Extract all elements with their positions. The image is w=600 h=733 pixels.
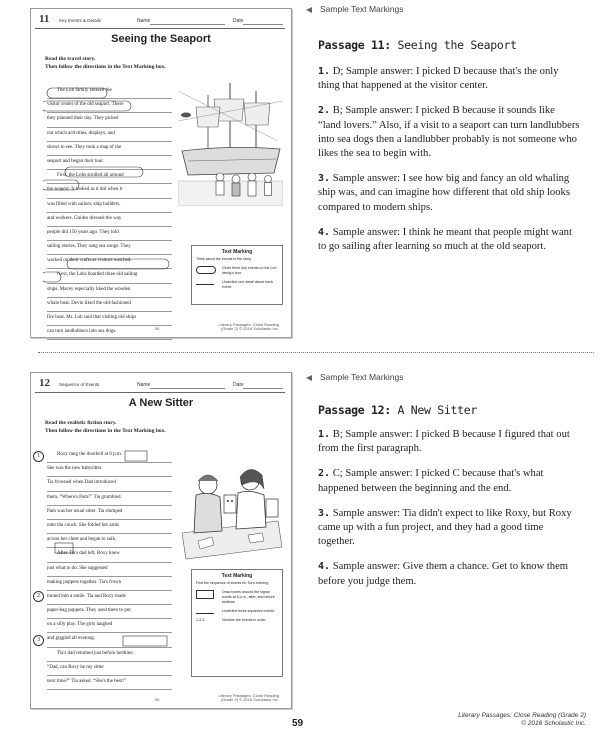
- underline-symbol-icon: [196, 613, 214, 614]
- story-line: can turn landlubbers into sea dogs.: [47, 326, 172, 340]
- puppet-making-illustration: [178, 455, 283, 565]
- story-line: ships. Macey especially liked the wooden: [47, 284, 172, 298]
- event-number-1: 1: [33, 451, 44, 462]
- answer-list: [318, 428, 580, 600]
- date-label: Date: [233, 18, 244, 24]
- answer-item: 2. C; Sample answer: I picked C because that's what happened between the beginning and the end.: [318, 468, 544, 494]
- story-line: fire boat. Mr. Loh said that visiting old ships: [47, 312, 172, 326]
- seaport-ship-illustration: [178, 81, 283, 206]
- event-number-3: 3: [33, 635, 44, 646]
- text-marking-item: 1-2-3 Number the events in order.: [196, 618, 267, 622]
- story-line: they planned their day. They picked: [47, 113, 172, 127]
- worksheet-header: [35, 13, 285, 31]
- worksheet-skill: Key Events & Details: [59, 18, 102, 23]
- text-marking-annotations: [43, 449, 178, 679]
- story-line: Roxy rang the doorbell at 6 p.m.: [47, 449, 172, 463]
- circle-symbol-icon: [196, 266, 216, 274]
- answer-item: 3. Sample answer: Tia didn't expect to like Roxy, but Roxy came up with a fun project, and they had a good time together.: [318, 507, 572, 548]
- story-line: and workers. Guides dressed the way: [47, 213, 172, 227]
- worksheet-title: Seeing the Seaport: [111, 33, 211, 45]
- worksheet-number: 11: [39, 13, 50, 25]
- text-marking-item: Underline three important events.: [192, 607, 282, 616]
- story-line: sailing stories. They sang sea songs. They: [47, 241, 172, 255]
- text-marking-intro: Find the sequence of events for Tia's evening.: [196, 581, 270, 585]
- story-line: them. “Where's Pam?” Tia grumbled.: [47, 492, 172, 506]
- worksheet-title: A New Sitter: [128, 397, 194, 409]
- worksheet-instructions: Read the realistic fiction story. Then follow the directions in the Text Marking box.: [45, 420, 166, 434]
- worksheet-instructions: Read the travel story. Then follow the directions in the Text Marking box.: [45, 56, 166, 70]
- answer-item: 1. D; Sample answer: I picked D because that's the only thing that happened at the visitor center.: [318, 66, 559, 92]
- sample-text-markings-tab: Sample Text Markings: [306, 372, 403, 382]
- answer-item: 4. Sample answer: I think he meant that people might want to go sailing after learning so much at the old seaport.: [318, 226, 572, 253]
- story-line: making puppets together. Tia's frown: [47, 577, 172, 591]
- worksheet-thumbnail-passage-12: [30, 372, 292, 709]
- sample-text-markings-tab: Sample Text Markings: [306, 4, 403, 14]
- story-line: Pam was her usual sitter. Tia slumped: [47, 506, 172, 520]
- answer-item: 3. Sample answer: I see how big and fancy an old whaling ship was, and can imagine how different that old ship looks compared to modern ships.: [318, 173, 570, 213]
- story-line: onto the couch. She folded her arms: [47, 520, 172, 534]
- story-line: Next, the Lohs boarded three old sailing: [47, 269, 172, 283]
- date-label: Date: [233, 382, 244, 388]
- story-line: After Tia's dad left, Roxy knew: [47, 548, 172, 562]
- story-line: out which activities, displays, and: [47, 128, 172, 142]
- passage-title: Passage 12: A New Sitter: [318, 403, 477, 417]
- text-marking-heading: Text Marking: [221, 573, 253, 579]
- story-line: and giggled all evening.: [47, 633, 172, 647]
- story-line: people did 150 years ago. They told: [47, 227, 172, 241]
- worksheet-copyright: Literary Passages: Close Reading (Grade 2) © 2016 Scholastic Inc.: [218, 693, 279, 702]
- underline-symbol-icon: [196, 284, 214, 285]
- story-line: shows to see. They took a map of the: [47, 142, 172, 156]
- story-line: paper-bag puppets. They used them to put: [47, 605, 172, 619]
- answer-item: 2. B; Sample answer: I picked B because it sounds like “land lovers.” Also, if a visit to a seaport can turn landlubbers into sea dogs then a landlubber probably is not someone who likes the sea to begin with.: [318, 105, 580, 160]
- story-line: next time?” Tia asked. “She's the best!”: [47, 676, 172, 690]
- text-marking-item: Circle three key events on the Loh family's tour.: [192, 264, 282, 278]
- worksheet-number: 12: [39, 377, 50, 389]
- text-marking-annotations: [43, 85, 178, 325]
- story-line: First, the Lohs strolled all around: [47, 170, 172, 184]
- name-label: Name: [137, 382, 151, 388]
- story-line: Tia's dad returned just before bedtime.: [47, 648, 172, 662]
- event-number-2: 2: [33, 591, 44, 602]
- text-marking-intro: Think about the events in the story.: [196, 257, 252, 261]
- story-line: on a silly play. The girls laughed: [47, 619, 172, 633]
- left-arrow-icon: [306, 375, 312, 381]
- text-marking-box: [191, 245, 283, 305]
- story-line: seaport and began their tour.: [47, 156, 172, 170]
- story-line: turned into a smile. Tia and Roxy made: [47, 591, 172, 605]
- worksheet-page: 56: [155, 697, 160, 702]
- story-line: whale boat. Devin liked the old-fashioned: [47, 298, 172, 312]
- text-marking-box: [191, 569, 283, 677]
- answer-item: 4. Sample answer: Give them a chance. Get to know them before you judge them.: [318, 561, 569, 587]
- section-divider: [38, 352, 594, 353]
- passage-title: Passage 11: Seeing the Seaport: [318, 38, 517, 52]
- text-marking-item: Draw boxes around the signal words at 6 p.m., after, and before bedtime.: [192, 588, 282, 607]
- worksheet-thumbnail-passage-11: [30, 8, 292, 338]
- story-line: worked on their crafts as visitors watched.: [47, 255, 172, 269]
- name-label: Name: [137, 18, 151, 24]
- story-line: visitor center of the old seaport. There: [47, 99, 172, 113]
- worksheet-page: 56: [155, 326, 160, 331]
- text-marking-item: Underline one detail about each event.: [192, 278, 282, 292]
- story-line: She was the new babysitter.: [47, 463, 172, 477]
- page-number: 59: [292, 718, 304, 729]
- story-line: the seaport. It looked as it did when it: [47, 184, 172, 198]
- story-line: was filled with sailors, ship builders,: [47, 199, 172, 213]
- answer-list: [318, 65, 580, 265]
- text-marking-heading: Text Marking: [221, 249, 253, 255]
- story-line: across her chest and began to sulk.: [47, 534, 172, 548]
- worksheet-skill: Sequence of Events: [59, 382, 100, 387]
- box-symbol-icon: [196, 590, 214, 599]
- numbering-marker: 1-2-3: [196, 618, 205, 622]
- book-credit: Literary Passages: Close Reading (Grade 2) © 2016 Scholastic Inc.: [458, 712, 586, 727]
- left-arrow-icon: [306, 7, 312, 13]
- story-line: “Dad, can Roxy be my sitter: [47, 662, 172, 676]
- story-line: just what to do. She suggested: [47, 563, 172, 577]
- answer-item: 1. B; Sample answer: I picked B because I figured that out from the first paragraph.: [318, 429, 570, 455]
- worksheet-header: [35, 377, 285, 395]
- worksheet-copyright: Literary Passages: Close Reading (Grade 2) © 2016 Scholastic Inc.: [218, 322, 279, 331]
- story-line: Tia frowned when Dad introduced: [47, 477, 172, 491]
- story-line: The Loh family entered the: [47, 85, 172, 99]
